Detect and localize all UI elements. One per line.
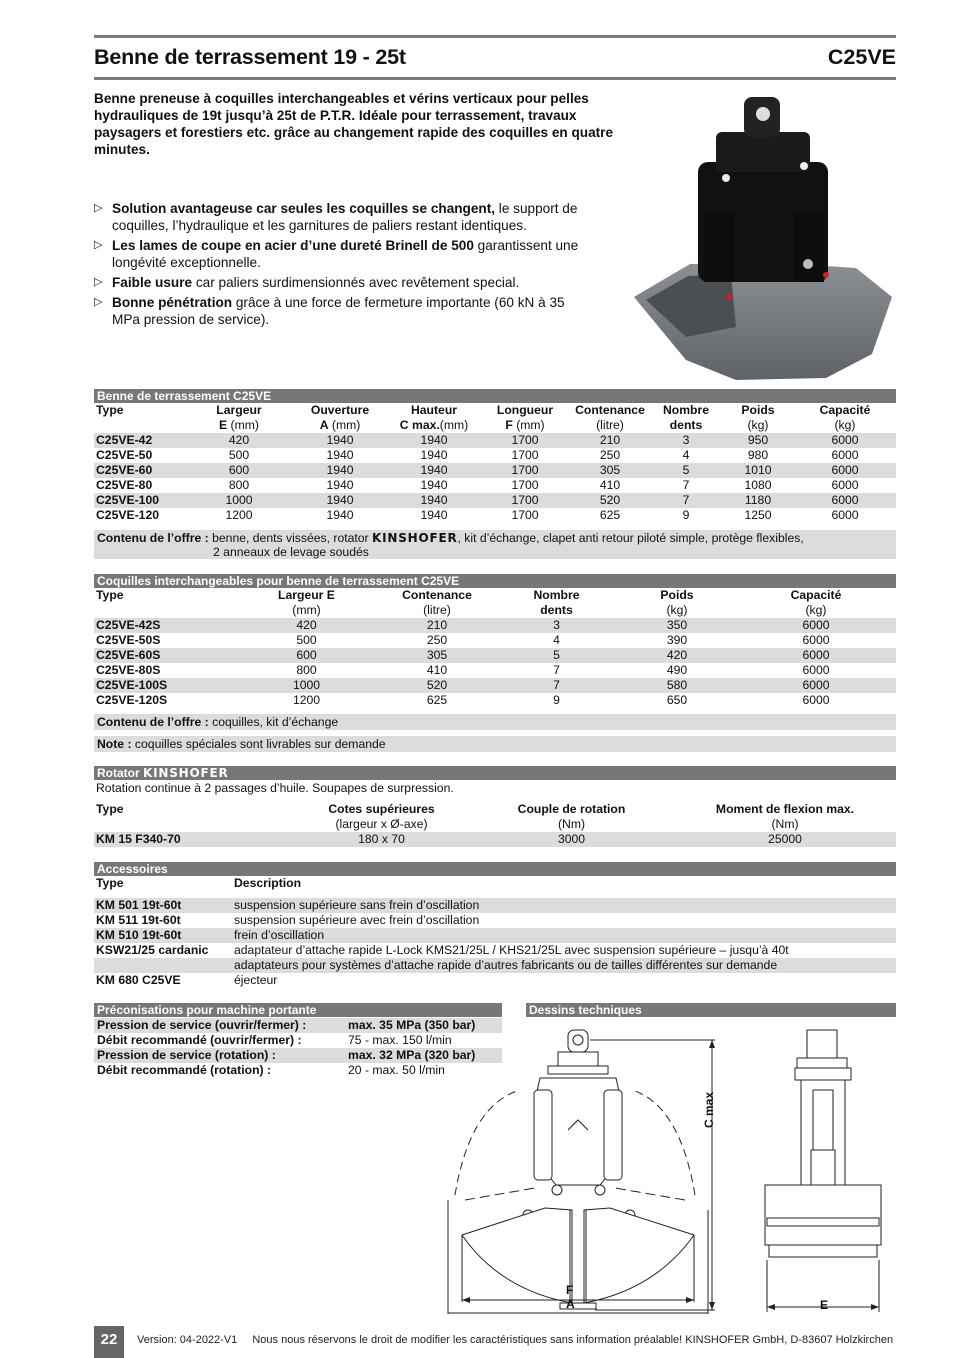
cell-description: suspension supérieure sans frein d’oscillation <box>232 898 896 913</box>
cell-value: 980 <box>747 448 769 462</box>
cell-value: 3 <box>495 618 618 633</box>
col-header: Largeur <box>216 403 262 417</box>
col-unit: F (mm) <box>505 418 545 432</box>
coquilles-offer-contents <box>94 714 896 730</box>
col-header: Type <box>96 802 124 816</box>
cell-value: 580 <box>618 678 736 693</box>
spec-value: 75 - max. 150 l/min <box>348 1033 452 1047</box>
coquilles-table <box>94 588 896 708</box>
cell-value: 305 <box>379 648 495 663</box>
cell-value: 1000 <box>186 493 292 508</box>
col-unit: (Nm) <box>771 817 799 831</box>
cell-value: 9 <box>682 508 690 522</box>
rotator-table <box>94 802 896 847</box>
offer-text-cont: , kit d’échange, clapet anti retour piloté simple, protège flexibles, <box>457 531 804 545</box>
offer-text-line2: 2 anneaux de levage soudés <box>213 545 369 559</box>
product-code: C25VE <box>827 45 896 69</box>
cell-value: 625 <box>599 508 621 522</box>
cell-type: C25VE-50S <box>96 633 161 647</box>
col-header: Type <box>96 403 124 417</box>
col-header: Moment de flexion max. <box>715 802 855 816</box>
table-row <box>94 943 896 958</box>
note-text: coquilles spéciales sont livrables sur demande <box>134 737 386 751</box>
cell-value: 1940 <box>420 508 448 522</box>
cell-value: 1940 <box>292 433 388 448</box>
dim-label-f: F <box>566 1283 574 1297</box>
offer-text: benne, dents vissées, rotator <box>212 531 369 545</box>
table-row <box>94 618 896 633</box>
footer-text <box>137 1334 893 1346</box>
table-row <box>94 973 896 988</box>
cell-value: 1940 <box>420 448 448 462</box>
table-row <box>94 928 896 943</box>
feature-item <box>94 237 594 271</box>
col-header: Capacité <box>790 588 842 602</box>
cell-type: KM 680 C25VE <box>96 973 181 987</box>
cell-value: 5 <box>650 463 722 478</box>
cell-type: C25VE-60S <box>94 648 234 663</box>
cell-value: 410 <box>599 478 621 492</box>
cell-value: 6000 <box>802 693 830 707</box>
cell-value: 9 <box>553 693 560 707</box>
col-unit: (kg) <box>747 418 769 432</box>
col-header: Poids <box>660 588 694 602</box>
cell-value: 250 <box>599 448 621 462</box>
cell-value: 1940 <box>326 508 354 522</box>
cell-type: C25VE-80 <box>96 478 153 492</box>
benne-offer-contents <box>94 530 896 559</box>
cell-value: 6000 <box>802 663 830 677</box>
col-header: Type <box>96 588 124 602</box>
col-header: Poids <box>741 403 775 417</box>
feature-bold: Bonne pénétration <box>112 295 233 310</box>
cell-value: 5 <box>495 648 618 663</box>
cell-value: 390 <box>666 633 688 647</box>
spec-label: Débit recommandé (rotation) : <box>97 1063 272 1077</box>
col-header: Ouverture <box>310 403 370 417</box>
kinshofer-logo: KINSHOFER <box>143 766 229 780</box>
table-row <box>94 663 896 678</box>
feature-bold: Solution avantageuse car seules les coquilles se changent, <box>112 201 496 216</box>
triangle-right-icon: ▷ <box>94 276 103 288</box>
cell-type: C25VE-42 <box>94 433 186 448</box>
table-row <box>94 508 896 523</box>
table-row <box>94 633 896 648</box>
col-unit <box>94 817 294 832</box>
page-title: Benne de terrassement 19 - 25t <box>94 45 406 69</box>
rotator-description: Rotation continue à 2 passages d’huile. Soupapes de surpression. <box>96 781 454 795</box>
table-header-row <box>94 403 896 418</box>
side-view-drawing <box>755 1020 895 1315</box>
cell-value: 250 <box>426 633 448 647</box>
col-header: Largeur E <box>278 588 335 602</box>
col-unit: (mm) <box>292 603 321 617</box>
cell-value: 1700 <box>511 478 539 492</box>
col-header: Hauteur <box>410 403 458 417</box>
version-label: Version: 04-2022-V1 <box>137 1334 238 1346</box>
coquilles-table-body <box>94 618 896 708</box>
cell-type: KM 510 19t-60t <box>94 928 232 943</box>
cell-description: suspension supérieure avec frein d’oscillation <box>234 913 480 927</box>
cell-type: C25VE-100 <box>94 493 186 508</box>
feature-item <box>94 274 594 291</box>
feature-text: car paliers surdimensionnés avec revêtement special. <box>192 275 520 290</box>
cell-value: 3 <box>650 433 722 448</box>
cell-value: 600 <box>186 463 292 478</box>
cell-value: 1080 <box>744 478 772 492</box>
front-view-drawing <box>440 1020 730 1315</box>
col-unit: (litre) <box>423 603 451 617</box>
open-shell-arc-left <box>455 1090 520 1195</box>
cell-value: 410 <box>426 663 448 677</box>
col-unit: (largeur x Ø-axe) <box>335 817 428 831</box>
rotator <box>716 132 810 172</box>
col-unit: A (mm) <box>319 418 361 432</box>
cell-description: éjecteur <box>234 973 278 987</box>
shell-left <box>462 1208 572 1303</box>
cell-value: 1700 <box>511 448 539 462</box>
feature-bold: Les lames de coupe en acier d’une dureté Brinell de 500 <box>112 238 474 253</box>
col-unit: (kg) <box>834 418 856 432</box>
section-header-coquilles: Coquilles interchangeables pour benne de terrassement C25VE <box>94 574 896 588</box>
cell-value: 7 <box>495 678 618 693</box>
dim-label-cmax: C max <box>702 1091 716 1128</box>
table-header-row <box>94 876 896 898</box>
col-unit: C max.(mm) <box>399 418 469 432</box>
cell-value: 1940 <box>388 493 480 508</box>
section-header-rotator <box>94 766 896 780</box>
cell-value: 500 <box>228 448 250 462</box>
section-header-preconisations: Préconisations pour machine portante <box>94 1003 502 1017</box>
cell-value: 1200 <box>292 693 321 707</box>
cell-value: 420 <box>186 433 292 448</box>
col-header: Couple de rotation <box>517 802 626 816</box>
col-header: Contenance <box>402 588 472 602</box>
cell-value: 650 <box>666 693 688 707</box>
pivot-pin <box>756 107 770 121</box>
cell-value: 6000 <box>802 633 830 647</box>
table-row <box>94 478 896 493</box>
accessoires-table-body <box>94 898 896 988</box>
cell-value: 800 <box>228 478 250 492</box>
col-header: Description <box>234 876 302 890</box>
accessoires-table <box>94 876 896 988</box>
section-header-benne: Benne de terrassement C25VE <box>94 389 896 403</box>
cell-type: C25VE-100S <box>94 678 234 693</box>
col-unit: (Nm) <box>557 817 586 831</box>
cell-type: C25VE-120 <box>96 508 160 522</box>
cell-value: 6000 <box>831 478 859 492</box>
cell-value: 6000 <box>736 648 896 663</box>
cell-value: 7 <box>682 478 690 492</box>
rotator-label: Rotator <box>97 766 140 780</box>
feature-item <box>94 200 594 234</box>
cell-value: 1940 <box>326 478 354 492</box>
table-row <box>94 493 896 508</box>
intro-paragraph: Benne preneuse à coquilles interchangeables et vérins verticaux pour pelles hydrauliques de 19t jusqu’à 25t de P.T.R. Idéale pour terrassement, travaux paysagers et forestiers etc. grâce au changement rapide des coquilles en quatre minutes. <box>94 91 614 157</box>
cell-value: 1940 <box>292 493 388 508</box>
disclaimer: Nous nous réservons le droit de modifier les caractéristiques sans information préalable! KINSHOFER GmbH, D-83607 Holzkirchen <box>252 1334 894 1346</box>
col-unit <box>94 603 234 618</box>
feature-text: le support de coquilles, l’hydraulique et les garnitures de paliers restant identiques. <box>112 201 578 233</box>
col-unit: (kg) <box>805 603 827 617</box>
cell-type: C25VE-60 <box>94 463 186 478</box>
col-unit: (litre) <box>596 418 624 432</box>
cell-value: 1940 <box>388 433 480 448</box>
cell-type: C25VE-120S <box>96 693 168 707</box>
cell-value: 305 <box>570 463 650 478</box>
offer-label: Contenu de l’offre : <box>97 715 209 729</box>
cell-value: 490 <box>666 663 688 677</box>
feature-list <box>94 200 594 331</box>
cell-value: 625 <box>426 693 448 707</box>
offer-text: coquilles, kit d’échange <box>212 715 339 729</box>
cell-value: 1250 <box>744 508 772 522</box>
cylinder-left <box>704 212 734 282</box>
table-row <box>94 913 896 928</box>
kinshofer-logo: KINSHOFER <box>372 531 458 545</box>
col-header: Cotes supérieures <box>328 802 435 816</box>
cell-value: 350 <box>618 618 736 633</box>
cell-value: 1180 <box>722 493 794 508</box>
section-header-accessoires: Accessoires <box>94 862 896 876</box>
cylinder-right <box>794 212 824 282</box>
cell-type: C25VE-50 <box>96 448 153 462</box>
cell-value: 800 <box>296 663 317 677</box>
cell-value: 210 <box>379 618 495 633</box>
feature-text: garantissent une longévité exceptionnelle. <box>112 238 579 270</box>
cell-value: 600 <box>234 648 379 663</box>
cell-description: adaptateurs pour systèmes d’attache rapide d’autres fabricants ou de tailles différentes sur demande <box>232 958 896 973</box>
cell-value: 1700 <box>480 463 570 478</box>
cell-value: 210 <box>570 433 650 448</box>
offer-label: Contenu de l’offre : <box>97 531 209 545</box>
spec-label: Pression de service (rotation) : <box>94 1048 345 1063</box>
product-photo <box>626 92 898 382</box>
triangle-right-icon: ▷ <box>94 239 103 251</box>
top-rule <box>94 35 896 38</box>
cell-value: 6000 <box>831 448 859 462</box>
cell-value: 7 <box>553 663 560 677</box>
cell-value: 1000 <box>234 678 379 693</box>
cell-value: 420 <box>234 618 379 633</box>
col-header: Nombre <box>662 403 710 417</box>
dim-label-a: A <box>566 1297 575 1311</box>
cell-value: 500 <box>296 633 317 647</box>
cell-value: 4 <box>553 633 560 647</box>
cell-value: 6000 <box>736 618 896 633</box>
cell-value: 520 <box>379 678 495 693</box>
cell-value: 6000 <box>794 463 896 478</box>
cell-value: 1940 <box>326 448 354 462</box>
table-header-row <box>94 588 896 603</box>
cell-value: 950 <box>722 433 794 448</box>
table-unit-row <box>94 603 896 618</box>
table-row <box>94 678 896 693</box>
table-row <box>94 958 896 973</box>
table-unit-row <box>94 817 896 832</box>
cell-description: frein d’oscillation <box>232 928 896 943</box>
table-unit-row <box>94 418 896 433</box>
feature-text: grâce à une force de fermeture importante (60 kN à 35 MPa pression de service). <box>112 295 565 327</box>
cell-value: 1700 <box>480 493 570 508</box>
table-row <box>94 463 896 478</box>
feature-bold: Faible usure <box>112 275 193 290</box>
col-unit: dents <box>540 603 573 617</box>
col-header: Contenance <box>575 403 645 417</box>
col-unit <box>94 418 186 433</box>
col-unit: (kg) <box>666 603 688 617</box>
spec-label: Débit recommandé (ouvrir/fermer) : <box>97 1033 302 1047</box>
col-header: Type <box>96 876 124 890</box>
spec-value: max. 35 MPa (350 bar) <box>345 1018 502 1033</box>
cell-value: 4 <box>682 448 690 462</box>
table-row <box>94 898 896 913</box>
cell-value: 1940 <box>420 478 448 492</box>
cell-type <box>94 958 232 973</box>
cell-value: 7 <box>650 493 722 508</box>
triangle-right-icon: ▷ <box>94 202 103 214</box>
cell-type: KM 511 19t-60t <box>96 913 181 927</box>
col-header: Nombre <box>533 588 580 602</box>
table-row <box>94 433 896 448</box>
triangle-right-icon: ▷ <box>94 296 103 308</box>
cell-type: C25VE-42S <box>94 618 234 633</box>
cell-value: 1700 <box>511 508 539 522</box>
table-header-row <box>94 802 896 817</box>
section-header-drawings: Dessins techniques <box>526 1003 896 1017</box>
cell-value: 6000 <box>794 493 896 508</box>
cell-value: 420 <box>618 648 736 663</box>
cell-value: 6000 <box>831 508 859 522</box>
col-header: Capacité <box>819 403 871 417</box>
spec-value: 20 - max. 50 l/min <box>348 1063 445 1077</box>
cell-value: 1700 <box>480 433 570 448</box>
cell-value: 1200 <box>225 508 253 522</box>
benne-table-body <box>94 433 896 523</box>
benne-table <box>94 403 896 523</box>
spec-label: Pression de service (ouvrir/fermer) : <box>94 1018 345 1033</box>
cell-value: 6000 <box>736 678 896 693</box>
spec-value: max. 32 MPa (320 bar) <box>345 1048 502 1063</box>
cell-type: KSW21/25 cardanic <box>96 943 209 957</box>
coquilles-note <box>94 736 896 752</box>
cell-value: 1940 <box>292 463 388 478</box>
cell-description: adaptateur d’attache rapide L-Lock KMS21/25L / KHS21/25L avec suspension supérieure – jusqu’à 40t <box>234 943 789 957</box>
side-bucket <box>765 1185 881 1245</box>
table-row <box>94 648 896 663</box>
table-row <box>94 448 896 463</box>
col-unit: dents <box>669 418 703 432</box>
table-row <box>94 693 896 708</box>
cell-type: KM 501 19t-60t <box>94 898 232 913</box>
cell-type: C25VE-80S <box>96 663 161 677</box>
col-unit: E (mm) <box>219 418 259 432</box>
cell-value: 1010 <box>722 463 794 478</box>
feature-item <box>94 294 594 328</box>
header-rule <box>94 77 896 80</box>
col-header: Longueur <box>496 403 554 417</box>
page-number: 22 <box>94 1326 124 1358</box>
shell-right <box>584 1208 694 1303</box>
cell-value: 6000 <box>794 433 896 448</box>
table-row: KM 15 F340-70 180 x 70 3000 25000 <box>94 832 896 847</box>
open-shell-arc-right <box>632 1090 695 1195</box>
note-label: Note : <box>97 737 132 751</box>
dim-label-e: E <box>820 1298 829 1312</box>
cell-value: 1940 <box>388 463 480 478</box>
cell-value: 520 <box>570 493 650 508</box>
